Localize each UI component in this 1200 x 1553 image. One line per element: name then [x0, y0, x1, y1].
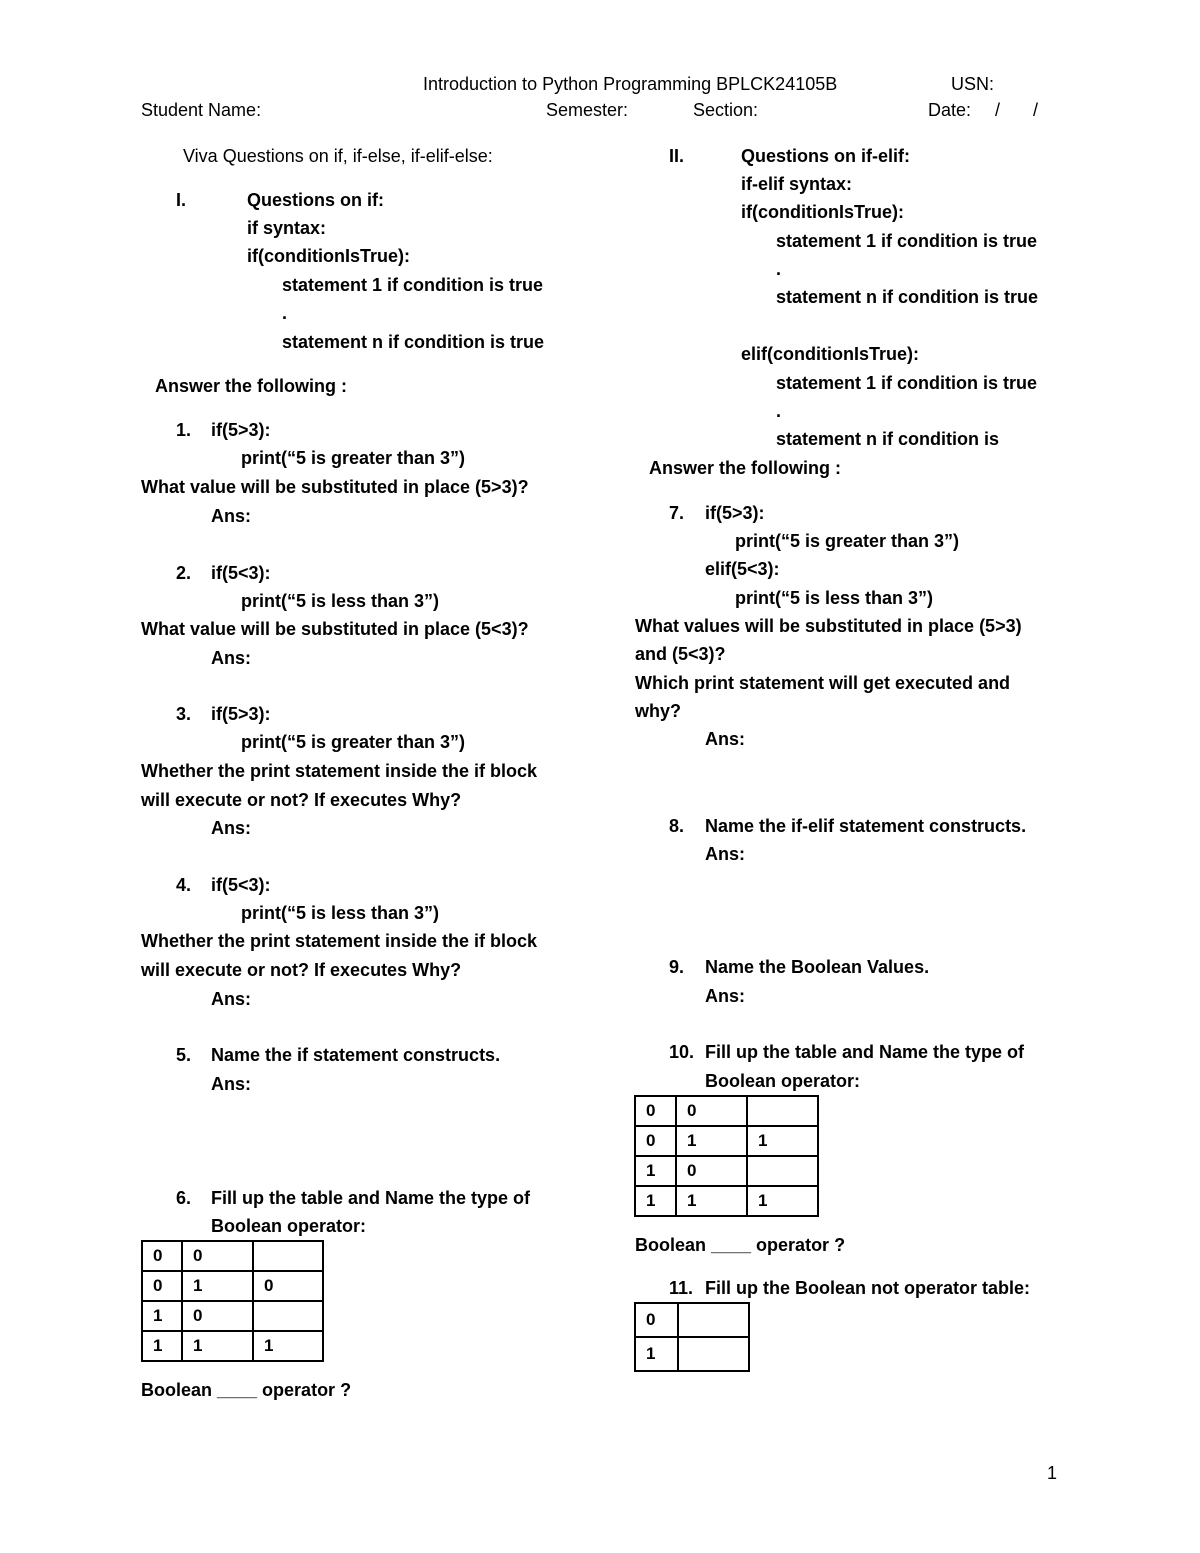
question-number: 2. — [176, 563, 192, 583]
syntax-line: statement 1 if condition is true — [776, 231, 1038, 251]
table-cell[interactable]: 0 — [676, 1156, 747, 1186]
table-row — [142, 1331, 323, 1361]
table-cell[interactable] — [747, 1096, 818, 1126]
question-number: 5. — [176, 1045, 192, 1065]
code-line: print(“5 is less than 3”) — [241, 903, 440, 923]
code-line: print(“5 is less than 3”) — [735, 588, 934, 608]
code-line: if(5>3): — [705, 503, 765, 523]
date-slash: / — [1033, 100, 1039, 120]
table-cell[interactable]: 0 — [676, 1096, 747, 1126]
question-text: why? — [635, 701, 682, 721]
student-name-label: Student Name: — [141, 100, 262, 120]
table-row — [635, 1186, 818, 1216]
syntax-line: if(conditionIsTrue): — [741, 202, 904, 222]
table-cell[interactable]: 0 — [635, 1303, 678, 1337]
syntax-title: if-elif syntax: — [741, 174, 853, 194]
section-title: Questions on if: — [247, 190, 384, 210]
question-number: 11. — [669, 1278, 694, 1298]
table-row — [142, 1271, 323, 1301]
table-cell[interactable]: 1 — [747, 1126, 818, 1156]
code-line: if(5>3): — [211, 420, 271, 440]
code-line: if(5>3): — [211, 704, 271, 724]
answer-label: Ans: — [211, 989, 251, 1009]
syntax-line: statement 1 if condition is true — [776, 373, 1038, 393]
answer-label: Ans: — [211, 818, 251, 838]
question-text: Name the Boolean Values. — [705, 957, 930, 977]
table-row — [635, 1096, 818, 1126]
question-text: What value will be substituted in place (5>3)? — [141, 477, 529, 497]
table-cell[interactable] — [747, 1156, 818, 1186]
syntax-line: statement n if condition is — [776, 429, 1000, 449]
question-number: 3. — [176, 704, 192, 724]
section-label: Section: — [693, 100, 759, 120]
truth-table-q11 — [634, 1302, 750, 1372]
question-number: 9. — [669, 957, 685, 977]
question-text: Name the if statement constructs. — [211, 1045, 501, 1065]
date-slash: / — [995, 100, 1001, 120]
table-cell[interactable]: 1 — [635, 1156, 676, 1186]
course-title: Introduction to Python Programming BPLCK24105B — [423, 74, 838, 94]
table-cell[interactable]: 1 — [635, 1337, 678, 1371]
question-text: What values will be substituted in place (5>3) — [635, 616, 1022, 636]
syntax-line: elif(conditionIsTrue): — [741, 344, 919, 364]
code-line: if(5<3): — [211, 875, 271, 895]
question-text: Whether the print statement inside the if block — [141, 931, 538, 951]
table-cell[interactable]: 1 — [747, 1186, 818, 1216]
question-text: Whether the print statement inside the if block — [141, 761, 538, 781]
table-footer: Boolean ____ operator ? — [141, 1380, 352, 1400]
answer-label: Ans: — [211, 1074, 251, 1094]
table-row — [635, 1337, 749, 1371]
table-cell[interactable]: 0 — [635, 1126, 676, 1156]
date-label: Date: — [928, 100, 972, 120]
syntax-line: statement 1 if condition is true — [282, 275, 544, 295]
question-text: Fill up the table and Name the type of — [705, 1042, 1025, 1062]
question-text: Fill up the table and Name the type of — [211, 1188, 531, 1208]
syntax-dot: . — [776, 401, 782, 421]
table-row — [142, 1301, 323, 1331]
answer-label: Ans: — [705, 844, 745, 864]
question-number: 8. — [669, 816, 685, 836]
question-text: will execute or not? If executes Why? — [141, 960, 462, 980]
syntax-title: if syntax: — [247, 218, 327, 238]
table-cell[interactable] — [253, 1301, 323, 1331]
question-number: 4. — [176, 875, 192, 895]
table-cell[interactable]: 1 — [676, 1126, 747, 1156]
question-text: and (5<3)? — [635, 644, 726, 664]
table-cell[interactable]: 1 — [142, 1331, 182, 1361]
answer-label: Ans: — [211, 506, 251, 526]
table-footer: Boolean ____ operator ? — [635, 1235, 846, 1255]
question-text: Fill up the Boolean not operator table: — [705, 1278, 1031, 1298]
table-cell[interactable]: 0 — [142, 1271, 182, 1301]
syntax-line: statement n if condition is true — [776, 287, 1039, 307]
table-cell[interactable]: 0 — [253, 1271, 323, 1301]
table-cell[interactable]: 0 — [142, 1241, 182, 1271]
table-cell[interactable]: 0 — [182, 1241, 253, 1271]
table-cell[interactable]: 0 — [182, 1301, 253, 1331]
table-cell[interactable]: 1 — [253, 1331, 323, 1361]
answer-label: Ans: — [705, 729, 745, 749]
code-line: print(“5 is greater than 3”) — [241, 448, 466, 468]
code-line: print(“5 is less than 3”) — [241, 591, 440, 611]
section-title: Questions on if-elif: — [741, 146, 910, 166]
question-text: will execute or not? If executes Why? — [141, 790, 462, 810]
table-cell[interactable]: 1 — [676, 1186, 747, 1216]
table-row — [635, 1303, 749, 1337]
question-text: Which print statement will get executed and — [635, 673, 1011, 693]
table-cell[interactable] — [253, 1241, 323, 1271]
semester-label: Semester: — [546, 100, 629, 120]
table-cell[interactable]: 0 — [635, 1096, 676, 1126]
table-cell[interactable] — [678, 1303, 749, 1337]
table-row — [635, 1126, 818, 1156]
viva-title: Viva Questions on if, if-else, if-elif-else: — [183, 146, 493, 166]
section-number: I. — [176, 190, 187, 210]
question-text: Boolean operator: — [211, 1216, 367, 1236]
answer-following: Answer the following : — [155, 376, 347, 396]
table-cell[interactable]: 1 — [182, 1331, 253, 1361]
truth-table-q10 — [634, 1095, 819, 1217]
table-cell[interactable] — [678, 1337, 749, 1371]
table-cell[interactable]: 1 — [182, 1271, 253, 1301]
answer-label: Ans: — [211, 648, 251, 668]
question-number: 10. — [669, 1042, 695, 1062]
page-number: 1 — [1047, 1463, 1058, 1483]
syntax-line: statement n if condition is true — [282, 332, 545, 352]
code-line: elif(5<3): — [705, 559, 780, 579]
usn-label: USN: — [951, 74, 995, 94]
answer-following: Answer the following : — [649, 458, 841, 478]
question-number: 1. — [176, 420, 192, 440]
code-line: print(“5 is greater than 3”) — [241, 732, 466, 752]
syntax-dot: . — [282, 303, 288, 323]
question-number: 6. — [176, 1188, 192, 1208]
question-text: Boolean operator: — [705, 1071, 861, 1091]
table-row — [635, 1156, 818, 1186]
answer-label: Ans: — [705, 986, 745, 1006]
code-line: if(5<3): — [211, 563, 271, 583]
table-cell[interactable]: 1 — [635, 1186, 676, 1216]
truth-table-q6 — [141, 1240, 324, 1362]
section-number: II. — [669, 146, 685, 166]
syntax-line: if(conditionIsTrue): — [247, 246, 410, 266]
question-text: Name the if-elif statement constructs. — [705, 816, 1027, 836]
syntax-dot: . — [776, 259, 782, 279]
table-cell[interactable]: 1 — [142, 1301, 182, 1331]
code-line: print(“5 is greater than 3”) — [735, 531, 960, 551]
table-row — [142, 1241, 323, 1271]
question-number: 7. — [669, 503, 685, 523]
question-text: What value will be substituted in place (5<3)? — [141, 619, 529, 639]
